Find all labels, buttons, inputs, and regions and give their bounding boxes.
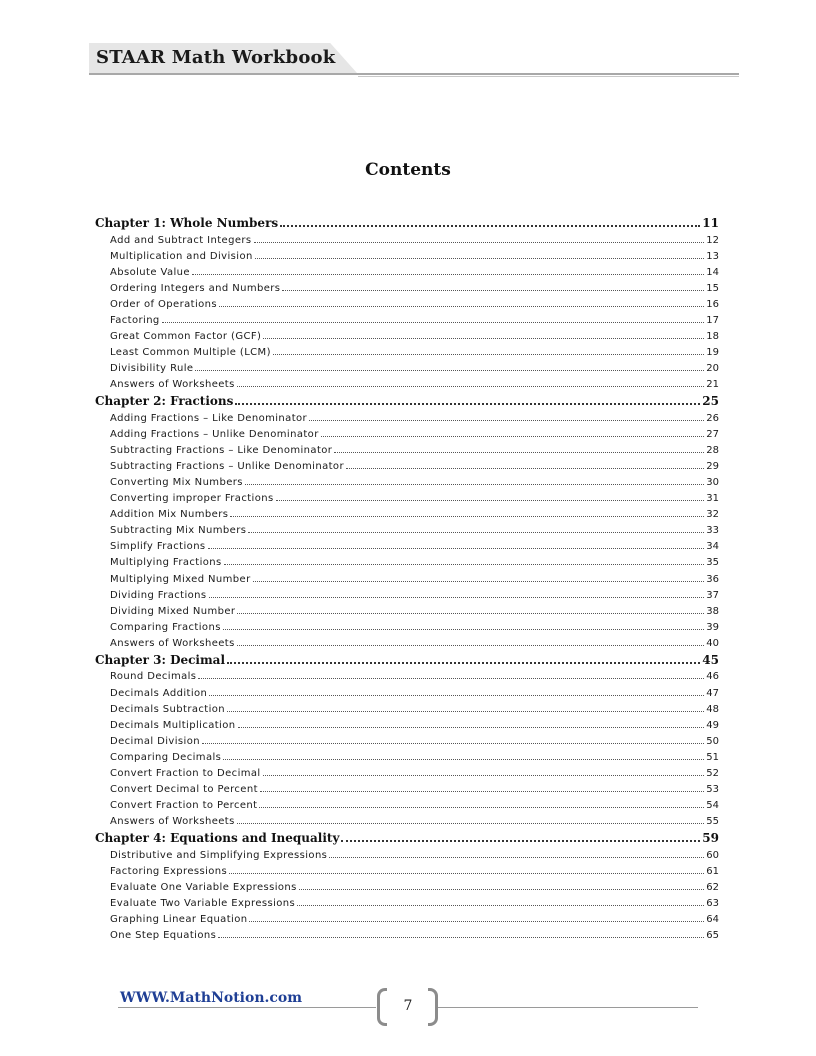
toc-section-entry[interactable] <box>95 798 719 814</box>
toc-entry-page: 18 <box>706 330 719 342</box>
toc-section-entry[interactable] <box>95 411 719 427</box>
toc-entry-title: Convert Fraction to Percent <box>110 800 258 812</box>
toc-entry-title: Graphing Linear Equation <box>110 914 248 926</box>
toc-dot-leader <box>255 257 705 259</box>
toc-section-entry[interactable] <box>95 345 719 361</box>
toc-entry-page: 16 <box>706 298 719 310</box>
toc-dot-leader <box>237 385 705 387</box>
toc-section-entry[interactable] <box>95 265 719 281</box>
toc-dot-leader <box>346 467 704 469</box>
table-of-contents <box>95 215 719 944</box>
toc-section-entry[interactable] <box>95 880 719 896</box>
footer-website-link[interactable]: WWW.MathNotion.com <box>120 990 303 1006</box>
toc-entry-title: Comparing Decimals <box>110 751 222 763</box>
toc-entry-page: 63 <box>706 897 719 909</box>
toc-section-entry[interactable] <box>95 604 719 620</box>
toc-entry-title: Great Common Factor (GCF) <box>110 330 262 342</box>
toc-dot-leader <box>227 661 700 664</box>
toc-dot-leader <box>229 872 704 874</box>
toc-section-entry[interactable] <box>95 555 719 571</box>
toc-entry-title: Distributive and Simplifying Expressions <box>110 849 328 861</box>
toc-entry-page: 26 <box>706 412 719 424</box>
header-rule-secondary <box>358 76 739 77</box>
toc-entry-page: 37 <box>706 589 719 601</box>
toc-dot-leader <box>329 856 704 858</box>
toc-dot-leader <box>249 920 704 922</box>
contents-title: Contents <box>365 160 451 180</box>
toc-chapter-entry[interactable] <box>95 830 719 848</box>
toc-dot-leader <box>235 402 700 405</box>
toc-dot-leader <box>253 580 705 582</box>
toc-entry-title: Convert Fraction to Decimal <box>110 767 261 779</box>
toc-dot-leader <box>237 612 704 614</box>
toc-entry-page: 14 <box>706 266 719 278</box>
toc-entry-title: Adding Fractions – Like Denominator <box>110 412 308 424</box>
toc-dot-leader <box>321 435 705 437</box>
toc-dot-leader <box>334 451 704 453</box>
toc-entry-title: Converting Mix Numbers <box>110 477 243 489</box>
toc-entry-page: 13 <box>706 250 719 262</box>
toc-section-entry[interactable] <box>95 539 719 555</box>
toc-entry-title: Round Decimals <box>110 671 197 683</box>
toc-entry-page: 50 <box>706 735 719 747</box>
toc-section-entry[interactable] <box>95 734 719 750</box>
toc-entry-page: 64 <box>706 914 719 926</box>
toc-dot-leader <box>209 596 705 598</box>
toc-dot-leader <box>263 337 704 339</box>
toc-dot-leader <box>245 483 704 485</box>
toc-entry-page: 15 <box>706 282 719 294</box>
toc-section-entry[interactable] <box>95 329 719 345</box>
toc-chapter-entry[interactable] <box>95 393 719 411</box>
toc-entry-title: Answers of Worksheets <box>110 816 235 828</box>
toc-chapter-entry[interactable] <box>95 652 719 670</box>
toc-dot-leader <box>237 822 705 824</box>
toc-dot-leader <box>259 806 704 808</box>
toc-section-entry[interactable] <box>95 313 719 329</box>
toc-section-entry[interactable] <box>95 848 719 864</box>
toc-dot-leader <box>219 305 704 307</box>
toc-section-entry[interactable] <box>95 782 719 798</box>
toc-dot-leader <box>218 936 704 938</box>
toc-section-entry[interactable] <box>95 233 719 249</box>
toc-entry-title: Subtracting Fractions – Unlike Denominator <box>110 461 344 473</box>
footer-rule-right <box>438 1007 698 1008</box>
toc-dot-leader <box>208 547 705 549</box>
toc-entry-page: 25 <box>702 394 719 409</box>
toc-entry-page: 40 <box>706 637 719 649</box>
header-rule <box>89 73 739 75</box>
toc-entry-page: 48 <box>706 703 719 715</box>
toc-entry-page: 27 <box>706 428 719 440</box>
toc-dot-leader <box>227 710 704 712</box>
toc-entry-title: Addition Mix Numbers <box>110 509 229 521</box>
footer-rule-left <box>118 1007 376 1008</box>
toc-entry-page: 38 <box>706 605 719 617</box>
toc-entry-title: Ordering Integers and Numbers <box>110 282 281 294</box>
toc-entry-title: Subtracting Mix Numbers <box>110 525 247 537</box>
toc-entry-title: Decimals Subtraction <box>110 703 226 715</box>
toc-section-entry[interactable] <box>95 686 719 702</box>
toc-entry-title: Subtracting Fractions – Like Denominator <box>110 444 333 456</box>
toc-entry-page: 53 <box>706 784 719 795</box>
toc-dot-leader <box>202 742 704 744</box>
toc-entry-page: 20 <box>706 363 719 375</box>
toc-section-entry[interactable] <box>95 864 719 880</box>
toc-dot-leader <box>198 677 704 679</box>
toc-chapter-entry[interactable] <box>95 215 719 233</box>
toc-entry-page: 54 <box>706 800 719 812</box>
toc-entry-title: Answers of Worksheets <box>110 637 235 649</box>
toc-section-entry[interactable] <box>95 620 719 636</box>
toc-section-entry[interactable] <box>95 523 719 539</box>
toc-entry-page: 52 <box>706 767 719 779</box>
toc-entry-page: 33 <box>706 525 719 537</box>
toc-dot-leader <box>297 904 704 906</box>
toc-entry-page: 61 <box>706 865 719 877</box>
toc-entry-title: Convert Decimal to Percent <box>110 784 258 795</box>
toc-section-entry[interactable] <box>95 588 719 604</box>
toc-entry-title: Comparing Fractions <box>110 621 221 633</box>
toc-entry-title: Converting improper Fractions <box>110 493 274 505</box>
toc-section-entry[interactable] <box>95 814 719 830</box>
toc-entry-title: Add and Subtract Integers <box>110 234 252 246</box>
toc-section-entry[interactable] <box>95 491 719 507</box>
toc-section-entry[interactable] <box>95 636 719 652</box>
toc-entry-page: 28 <box>706 444 719 456</box>
toc-entry-title: Evaluate Two Variable Expressions <box>110 897 296 909</box>
toc-section-entry[interactable] <box>95 281 719 297</box>
toc-section-entry[interactable] <box>95 572 719 588</box>
toc-entry-title: Decimals Multiplication <box>110 719 236 731</box>
toc-entry-title: Decimals Addition <box>110 687 208 699</box>
toc-section-entry[interactable] <box>95 475 719 491</box>
toc-entry-page: 32 <box>706 509 719 521</box>
toc-entry-title: Factoring <box>110 314 160 326</box>
toc-entry-title: Absolute Value <box>110 266 190 278</box>
toc-section-entry[interactable] <box>95 912 719 928</box>
toc-entry-title: Factoring Expressions <box>110 865 228 877</box>
toc-section-entry[interactable] <box>95 766 719 782</box>
toc-entry-title: Decimal Division <box>110 735 200 747</box>
toc-entry-title: One Step Equations <box>110 930 217 942</box>
toc-dot-leader <box>309 419 704 421</box>
toc-entry-title: Multiplication and Division <box>110 250 253 262</box>
toc-section-entry[interactable] <box>95 361 719 377</box>
toc-entry-page: 30 <box>706 477 719 489</box>
toc-dot-leader <box>237 644 705 646</box>
toc-dot-leader <box>248 531 704 533</box>
toc-entry-title: Chapter 1: Whole Numbers <box>95 216 279 230</box>
toc-entry-title: Multiplying Mixed Number <box>110 573 251 585</box>
toc-entry-page: 62 <box>706 881 719 893</box>
toc-dot-leader <box>299 888 705 890</box>
toc-entry-page: 55 <box>706 816 719 828</box>
toc-section-entry[interactable] <box>95 459 719 475</box>
toc-entry-title: Evaluate One Variable Expressions <box>110 881 297 893</box>
toc-entry-title: Chapter 2: Fractions <box>95 394 234 409</box>
toc-dot-leader <box>223 758 704 760</box>
toc-entry-title: Chapter 4: Equations and Inequality <box>95 831 340 846</box>
toc-dot-leader <box>230 515 704 517</box>
toc-entry-title: Chapter 3: Decimal <box>95 652 226 667</box>
toc-entry-page: 59 <box>702 831 719 846</box>
toc-dot-leader <box>162 321 705 323</box>
toc-entry-page: 51 <box>706 751 719 763</box>
toc-section-entry[interactable] <box>95 702 719 718</box>
toc-entry-page: 12 <box>706 234 719 246</box>
toc-entry-title: Answers of Worksheets <box>110 379 235 391</box>
footer-right-brace-icon <box>428 988 438 1026</box>
toc-entry-title: Dividing Mixed Number <box>110 605 236 617</box>
toc-dot-leader <box>273 353 704 355</box>
toc-entry-title: Adding Fractions – Unlike Denominator <box>110 428 319 440</box>
toc-entry-page: 31 <box>706 493 719 505</box>
toc-entry-page: 29 <box>706 461 719 473</box>
footer-left-brace-icon <box>377 988 387 1026</box>
toc-entry-title: Dividing Fractions <box>110 589 207 601</box>
toc-dot-leader <box>254 241 705 243</box>
toc-entry-title: Simplify Fractions <box>110 541 206 553</box>
toc-dot-leader <box>280 224 700 227</box>
toc-section-entry[interactable] <box>95 427 719 443</box>
toc-entry-page: 19 <box>706 347 719 359</box>
page-number: 7 <box>403 998 413 1014</box>
toc-dot-leader <box>263 774 705 776</box>
toc-entry-page: 17 <box>706 314 719 326</box>
toc-entry-page: 45 <box>702 652 719 667</box>
toc-entry-page: 34 <box>706 541 719 553</box>
toc-entry-page: 36 <box>706 573 719 585</box>
toc-entry-title: Least Common Multiple (LCM) <box>110 347 271 359</box>
toc-entry-page: 65 <box>706 930 719 942</box>
toc-dot-leader <box>209 694 704 696</box>
toc-dot-leader <box>224 563 705 565</box>
toc-section-entry[interactable] <box>95 928 719 944</box>
toc-section-entry[interactable] <box>95 249 719 265</box>
toc-dot-leader <box>192 273 704 275</box>
toc-section-entry[interactable] <box>95 669 719 685</box>
toc-dot-leader <box>276 499 705 501</box>
toc-entry-page: 46 <box>706 671 719 683</box>
toc-entry-title: Order of Operations <box>110 298 217 310</box>
toc-entry-page: 21 <box>706 379 719 391</box>
toc-entry-page: 35 <box>706 557 719 569</box>
toc-section-entry[interactable] <box>95 507 719 523</box>
header-title: STAAR Math Workbook <box>96 47 336 68</box>
toc-section-entry[interactable] <box>95 718 719 734</box>
toc-section-entry[interactable] <box>95 750 719 766</box>
toc-section-entry[interactable] <box>95 443 719 459</box>
toc-section-entry[interactable] <box>95 297 719 313</box>
toc-entry-page: 39 <box>706 621 719 633</box>
toc-entry-page: 47 <box>706 687 719 699</box>
toc-dot-leader <box>238 726 705 728</box>
toc-dot-leader <box>195 369 704 371</box>
toc-section-entry[interactable] <box>95 896 719 912</box>
toc-entry-title: Divisibility Rule <box>110 363 194 375</box>
toc-section-entry[interactable] <box>95 377 719 393</box>
toc-entry-page: 49 <box>706 719 719 731</box>
toc-dot-leader <box>223 628 704 630</box>
toc-dot-leader <box>341 839 700 842</box>
toc-entry-page: 60 <box>706 849 719 861</box>
toc-entry-title: Multiplying Fractions <box>110 557 222 569</box>
toc-dot-leader <box>282 289 704 291</box>
toc-dot-leader <box>260 790 704 792</box>
toc-entry-page: 11 <box>702 216 719 230</box>
